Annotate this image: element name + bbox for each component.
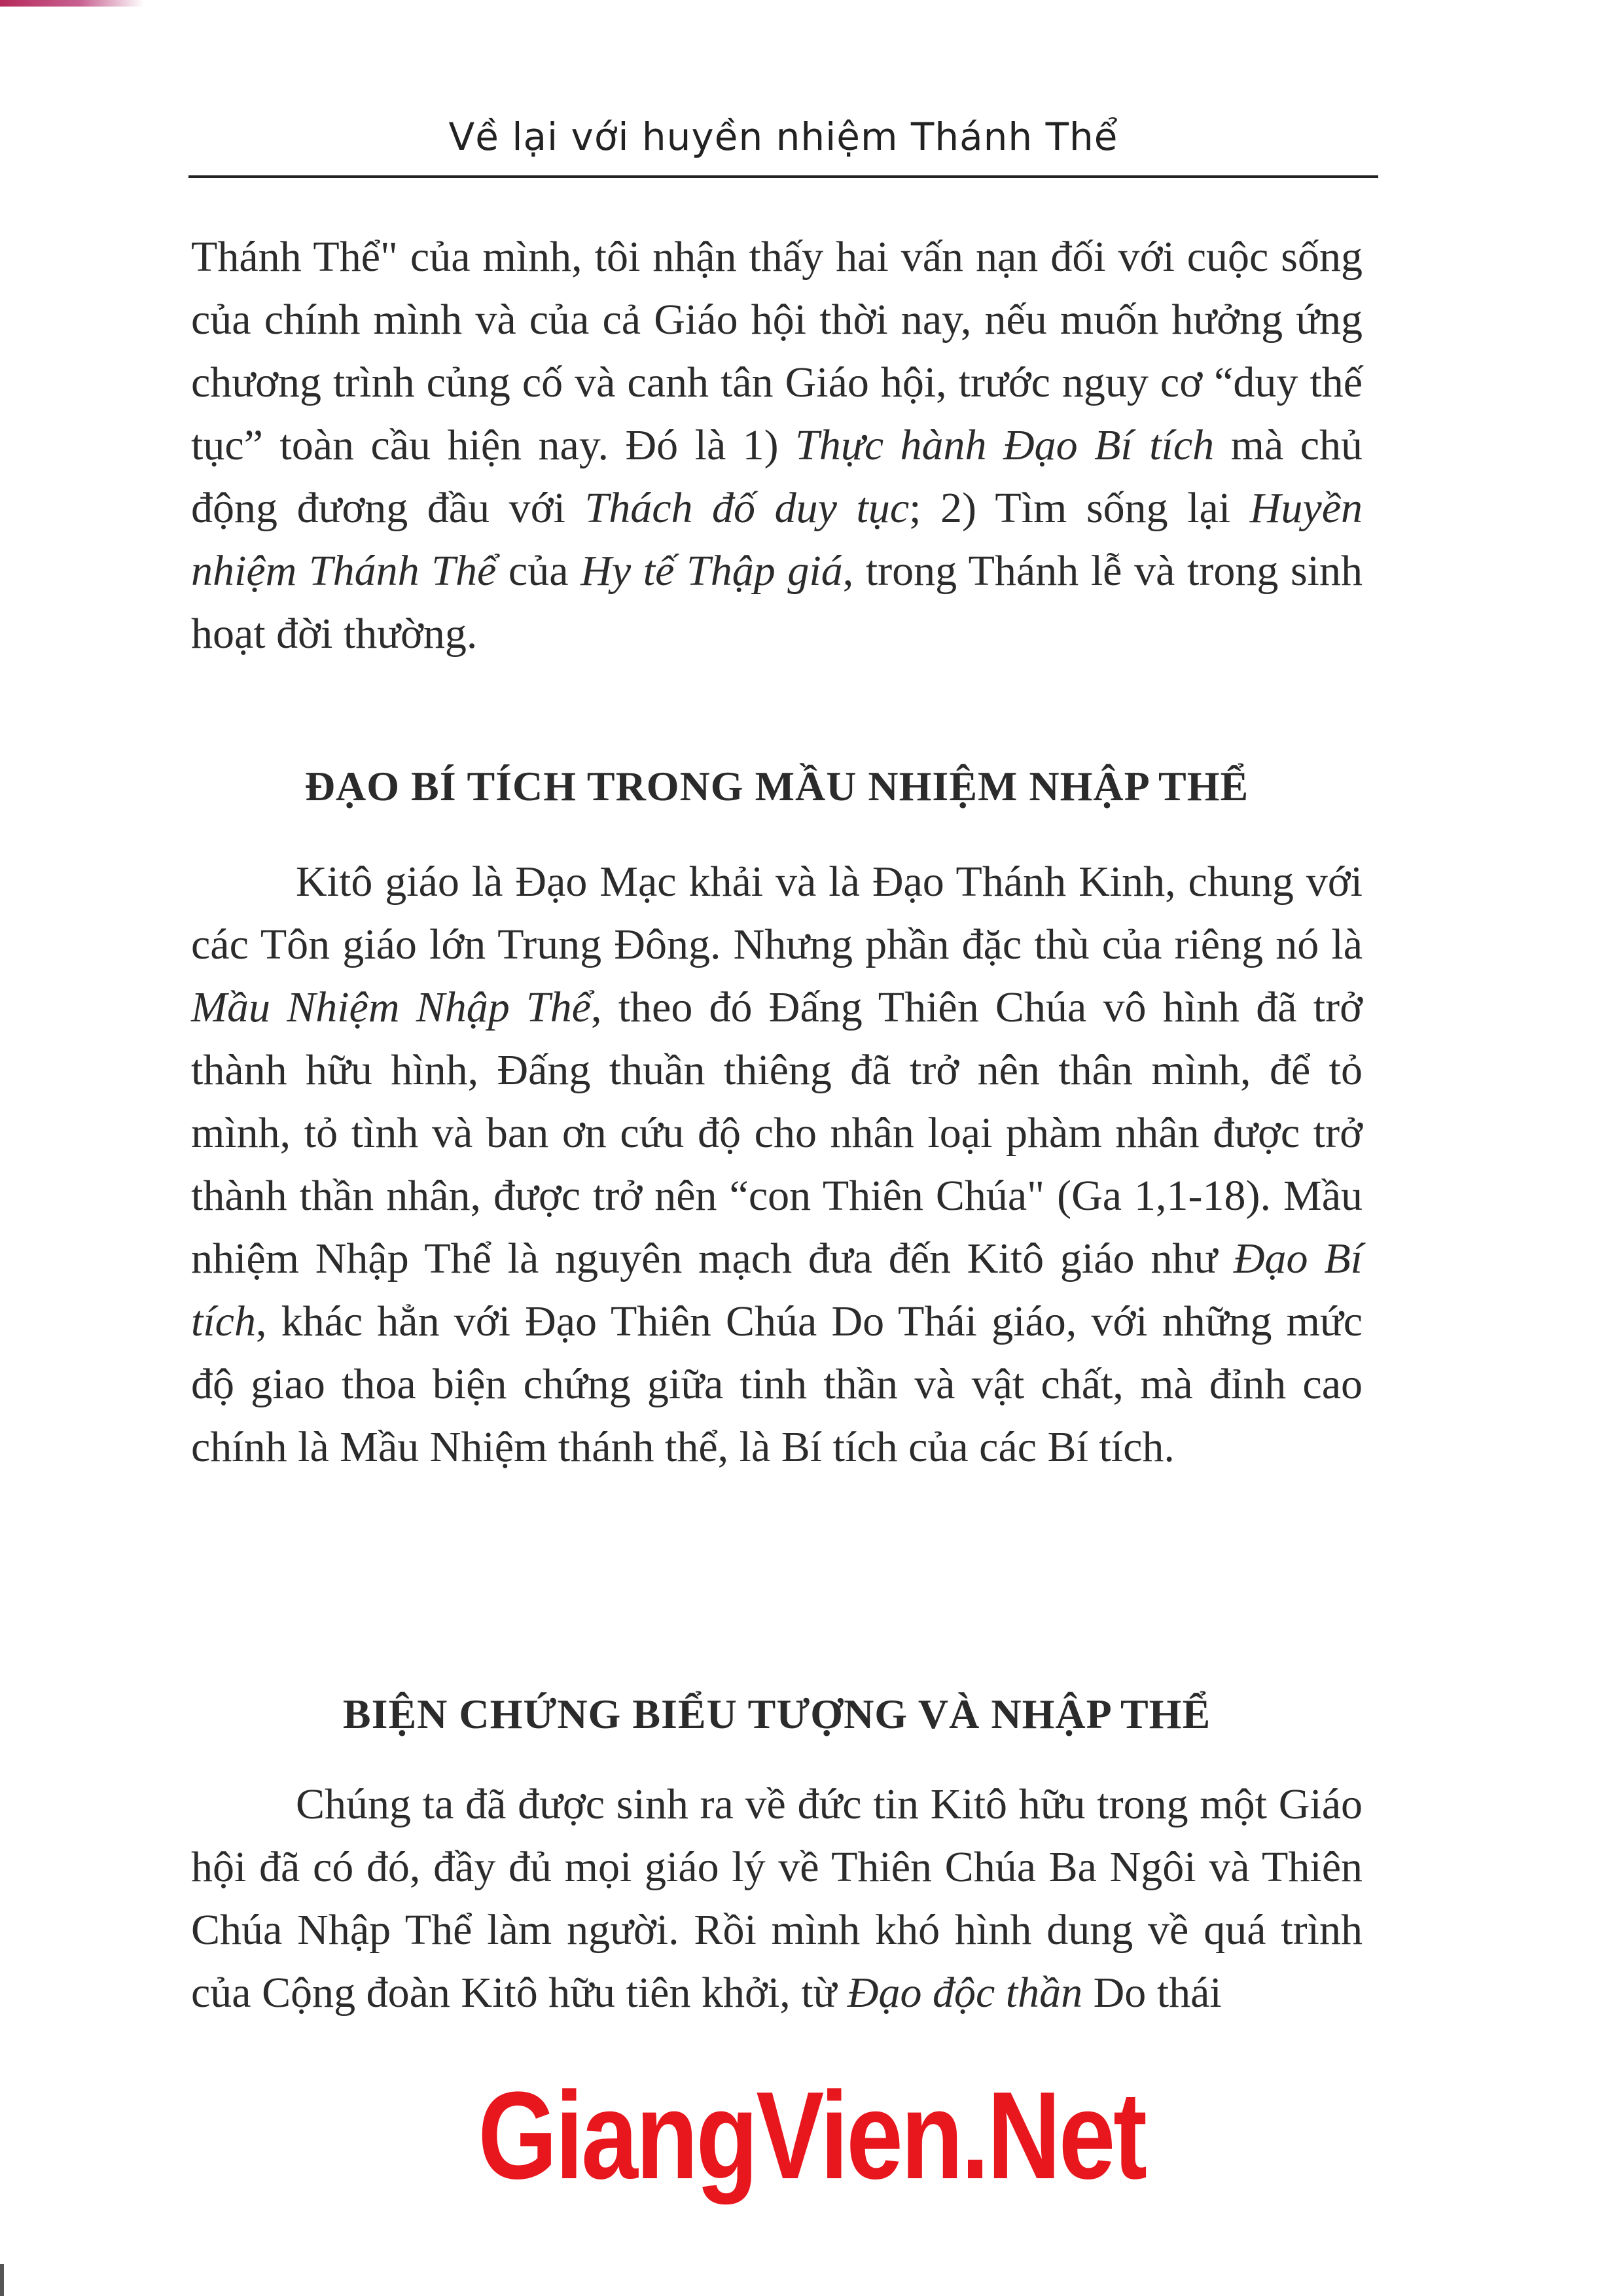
text-run: mà chủ động đương đầu với xyxy=(191,421,1363,532)
text-run: , khác hẳn với Đạo Thiên Chúa Do Thái giáo, với những mức độ giao thoa biện chứng giữa tinh thần và vật chất, mà đỉnh cao chính là Mầu Nhiệm thánh thể, là Bí tích của các Bí tích. xyxy=(191,1298,1363,1471)
italic-phrase: Đạo độc thần xyxy=(847,1969,1083,2017)
paragraph-section-1 xyxy=(191,851,1363,1479)
section-heading-1: ĐẠO BÍ TÍCH TRONG MẦU NHIỆM NHẬP THỂ xyxy=(304,763,1249,809)
italic-phrase: Đạo Bí tích xyxy=(191,1235,1363,1345)
paragraph-section-2 xyxy=(191,1773,1363,2024)
corner-color-mark xyxy=(0,0,144,7)
running-header: Về lại với huyền nhiệm Thánh Thể xyxy=(448,115,1118,159)
scan-edge-mark xyxy=(0,2264,4,2296)
watermark-text: GiangVien.Net xyxy=(478,2066,1145,2205)
text-run: Chúng ta đã được sinh ra về đức tin Kitô hữu trong một Giáo hội đã có đó, đầy đủ mọi giáo lý về Thiên Chúa Ba Ngôi và Thiên Chúa Nhập Thể làm người. Rồi mình khó hình dung về quá trình của Cộng đoàn Kitô hữu tiên khởi, từ xyxy=(191,1780,1363,2017)
text-run: , trong Thánh lễ và trong sinh hoạt đời thường. xyxy=(191,547,1363,658)
italic-phrase: Hy tế Thập giá xyxy=(580,547,843,595)
italic-phrase: Huyền nhiệm Thánh Thể xyxy=(191,484,1363,595)
section-heading-2: BIỆN CHỨNG BIỂU TƯỢNG VÀ NHẬP THỂ xyxy=(342,1691,1211,1737)
header-rule xyxy=(188,175,1378,178)
italic-phrase: Mầu Nhiệm Nhập Thể xyxy=(191,983,591,1031)
paragraph-1 xyxy=(191,226,1363,665)
text-run: Kitô giáo là Đạo Mạc khải và là Đạo Thánh Kinh, chung với các Tôn giáo lớn Trung Đông. Nhưng phần đặc thù của riêng nó là xyxy=(191,858,1363,968)
text-run: , theo đó Đấng Thiên Chúa vô hình đã trở thành hữu hình, Đấng thuần thiêng đã trở nên thân mình, để tỏ mình, tỏ tình và ban ơn cứu độ cho nhân loại phàm nhân được trở thành thần nhân, được trở nên “con Thiên Chúa" (Ga 1,1-18). Mầu nhiệm Nhập Thể là nguyên mạch đưa đến Kitô giáo như xyxy=(191,983,1363,1282)
italic-phrase: Thách đố duy tục xyxy=(584,484,910,532)
text-run: Thánh Thể" của mình, tôi nhận thấy hai vấn nạn đối với cuộc sống của chính mình và của cả Giáo hội thời nay, nếu muốn hưởng ứng chương trình củng cố và canh tân Giáo hội, trước nguy cơ “duy thế tục” toàn cầu hiện nay. Đó là 1) xyxy=(191,233,1363,469)
text-run: Do thái xyxy=(1082,1969,1222,2017)
paragraph-continuation xyxy=(191,226,1363,665)
text-run: của xyxy=(496,547,581,595)
paragraph-2 xyxy=(191,851,1363,1479)
paragraph-3 xyxy=(191,1773,1363,2024)
italic-phrase: Thực hành Đạo Bí tích xyxy=(795,421,1215,469)
text-run: ; 2) Tìm sống lại xyxy=(909,484,1250,532)
